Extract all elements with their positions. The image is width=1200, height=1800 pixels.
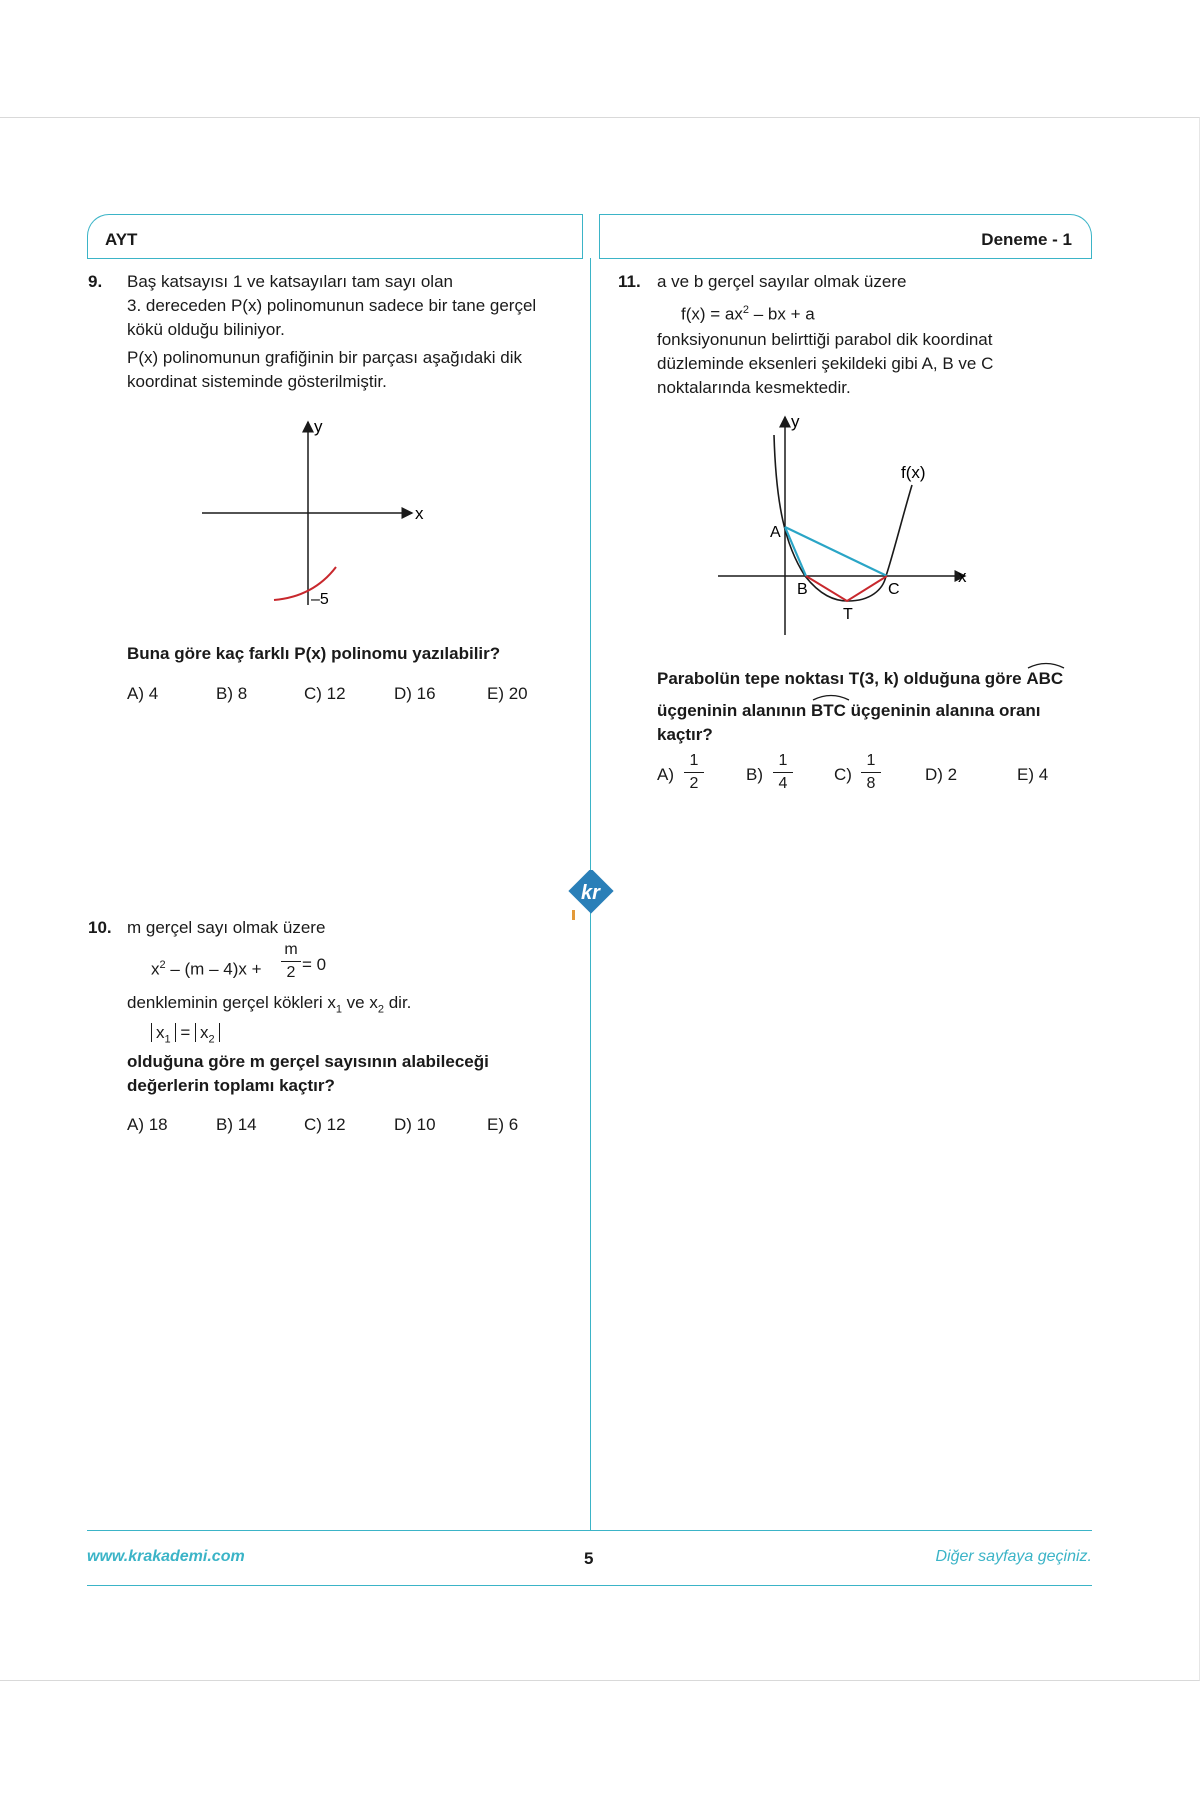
q11-x-label: x — [958, 567, 967, 586]
q11-segment-ab — [785, 527, 806, 576]
footer-page-number: 5 — [584, 1549, 594, 1568]
question-9-line-5: koordinat sisteminde gösterilmiştir. — [127, 372, 387, 391]
footer-next-page-note: Diğer sayfaya geçiniz. — [935, 1548, 1092, 1565]
q11-option-c-label[interactable]: C) — [834, 765, 852, 784]
question-10-equation: $x^2 - (m - 4)x$ + — [151, 959, 262, 979]
question-10-equation-end: = 0 — [302, 955, 327, 974]
q11-option-c-fraction: 1 8 — [861, 751, 881, 794]
footer-bottom-rule — [87, 1585, 1092, 1586]
q9-x-label: x — [415, 504, 424, 523]
q9-point-label: –5 — [311, 591, 329, 608]
logo-text: kr — [581, 882, 600, 904]
question-10-prompt-line-2: değerlerin toplamı kaçtır? — [127, 1076, 335, 1095]
question-10-prompt-line-1: olduğuna göre m gerçel sayısının alabileceği — [127, 1052, 489, 1071]
q11-option-d[interactable]: D) 2 — [925, 765, 958, 784]
header-subject: AYT — [105, 230, 138, 249]
q11-option-e[interactable]: E) 4 — [1017, 765, 1049, 784]
question-9-prompt: Buna göre kaç farklı P(x) polinomu yazılabilir? — [127, 644, 501, 663]
footer-top-rule — [87, 1530, 1092, 1531]
question-11-intro: a ve b gerçel sayılar olmak üzere — [657, 272, 907, 291]
q11-option-b-label[interactable]: B) — [746, 765, 763, 784]
publisher-logo — [563, 870, 621, 928]
question-11-line-2: düzleminde eksenleri şekildeki gibi A, B ve C — [657, 354, 994, 373]
q11-f-label: f(x) — [901, 463, 926, 482]
question-11-prompt-line-3: kaçtır? — [657, 725, 713, 744]
q11-y-label: y — [791, 412, 800, 431]
logo-pencil — [572, 910, 575, 920]
q10-option-d[interactable]: D) 10 — [394, 1115, 436, 1134]
header-left-frame — [87, 214, 583, 258]
question-9-line-1: Baş katsayısı 1 ve katsayıları tam sayı olan — [127, 272, 453, 291]
q10-option-c[interactable]: C) 12 — [304, 1115, 346, 1134]
question-10-abs-condition: $x_1 = x_2$ — [151, 1021, 220, 1051]
footer-website-link[interactable]: www.krakademi.com — [87, 1548, 245, 1565]
q10-option-a[interactable]: A) 18 — [127, 1115, 168, 1134]
question-11-function: $f(x) = ax^2$ – bx + a — [681, 304, 815, 324]
question-11-graph — [700, 405, 990, 645]
question-11-prompt-line-1: Parabolün tepe noktası T(3, k) olduğuna göre ABC — [657, 667, 1063, 691]
q11-option-a-fraction: 1 2 — [684, 751, 704, 794]
question-10-fraction: m 2 — [281, 940, 301, 983]
question-10-roots-text: denkleminin gerçel kökleri $x_1$ ve $x_2$ dir. — [127, 993, 412, 1016]
q11-point-b: B — [797, 581, 808, 598]
q11-option-a-label[interactable]: A) — [657, 765, 674, 784]
q11-point-t: T — [843, 606, 853, 623]
header-exam-title: Deneme - 1 — [981, 230, 1072, 249]
q11-point-c: C — [888, 581, 900, 598]
q9-option-a[interactable]: A) 4 — [127, 684, 159, 703]
question-9-line-2: 3. dereceden P(x) polinomunun sadece bir tane gerçel — [127, 296, 537, 315]
header-right-underline — [599, 258, 1092, 259]
header-left-underline — [87, 258, 583, 259]
q11-triangle-btc — [806, 576, 887, 601]
q10-option-e[interactable]: E) 6 — [487, 1115, 519, 1134]
q9-option-c[interactable]: C) 12 — [304, 684, 346, 703]
question-11-number: 11. — [618, 272, 641, 291]
question-11-prompt-line-2: üçgeninin alanının BTC üçgeninin alanına oranı — [657, 699, 1041, 723]
q11-point-a: A — [770, 524, 781, 541]
q9-option-e[interactable]: E) 20 — [487, 684, 528, 703]
question-10-intro: m gerçel sayı olmak üzere — [127, 918, 326, 937]
question-9-line-3: kökü olduğu biliniyor. — [127, 320, 285, 339]
question-9-number: 9. — [88, 272, 103, 291]
question-11-line-1: fonksiyonunun belirttiği parabol dik koordinat — [657, 330, 993, 349]
question-10-number: 10. — [88, 918, 112, 937]
q9-option-b[interactable]: B) 8 — [216, 684, 248, 703]
q9-y-label: y — [314, 417, 323, 436]
q11-option-b-fraction: 1 4 — [773, 751, 793, 794]
question-9-graph — [190, 410, 450, 610]
question-11-line-3: noktalarında kesmektedir. — [657, 378, 851, 397]
question-9-line-4: P(x) polinomunun grafiğinin bir parçası aşağıdaki dik — [127, 348, 522, 367]
q10-option-b[interactable]: B) 14 — [216, 1115, 257, 1134]
q9-option-d[interactable]: D) 16 — [394, 684, 436, 703]
